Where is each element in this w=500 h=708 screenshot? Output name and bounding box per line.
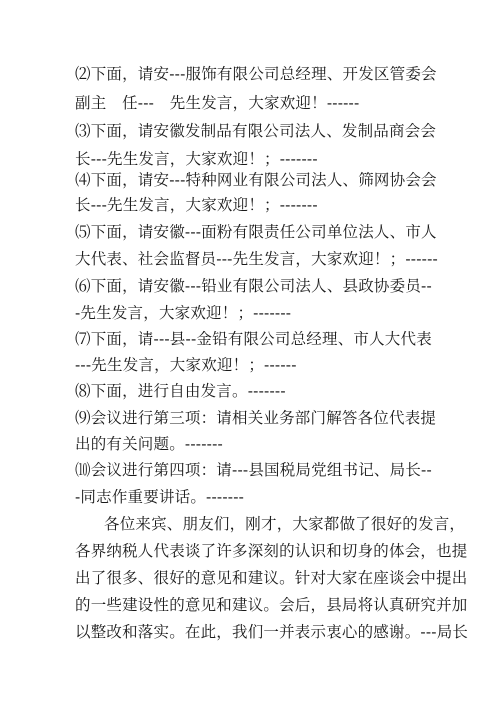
text-line: 各界纳税人代表谈了许多深刻的认识和切身的体会，也提	[75, 542, 468, 560]
text-line: 的一些建设性的意见和建议。会后，县局将认真研究并加	[75, 596, 468, 614]
text-line: -同志作重要讲话。-------	[75, 488, 245, 506]
text-line: 出了很多、很好的意见和建议。针对大家在座谈会中提出	[75, 569, 468, 587]
text-line: ---先生发言，大家欢迎！；------	[75, 356, 297, 374]
text-line: 副主 任--- 先生发言，大家欢迎！------	[75, 94, 360, 112]
text-line: ⑹下面，请安徽---铅业有限公司法人、县政协委员--	[75, 277, 432, 295]
text-line: ⑻下面，进行自由发言。-------	[75, 382, 286, 400]
paragraph-first-line: 各位来宾、朋友们，刚才，大家都做了很好的发言，	[104, 515, 466, 533]
text-line: ⑶下面，请安徽发制品有限公司法人、发制品商会会	[75, 122, 437, 140]
text-line: ⑸下面，请安徽---面粉有限责任公司单位法人、市人	[75, 223, 437, 241]
text-line: -先生发言，大家欢迎！；-------	[75, 304, 292, 322]
text-line: ⑵下面，请安---服饰有限公司总经理、开发区管委会	[75, 65, 437, 83]
text-line: 大代表、社会监督员---先生发言，大家欢迎！；------	[75, 250, 438, 268]
text-line: ⑼会议进行第三项：请相关业务部门解答各位代表提	[75, 409, 437, 427]
text-line: 以整改和落实。在此，我们一并表示衷心的感谢。---局长	[75, 623, 469, 641]
text-line: 出的有关问题。-------	[75, 435, 223, 453]
text-line: 长---先生发言，大家欢迎！；-------	[75, 196, 318, 214]
text-line: ⑷下面，请安---特种网业有限公司法人、筛网协会会	[75, 171, 437, 189]
text-line: 长---先生发言，大家欢迎！；-------	[75, 150, 318, 168]
text-line: ⑽会议进行第四项：请---县国税局党组书记、局长--	[75, 461, 432, 479]
text-line: ⑺下面，请---县--金铅有限公司总经理、市人大代表	[75, 330, 432, 348]
